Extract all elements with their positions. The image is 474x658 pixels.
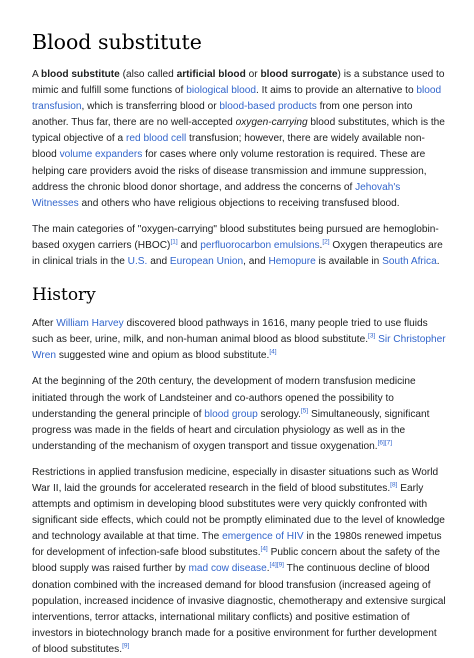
text: . — [436, 256, 440, 268]
text: serology. — [257, 408, 301, 420]
text: , which is transferring blood or — [81, 101, 220, 113]
citation-link[interactable]: [8] — [390, 481, 398, 489]
link-jehovahs-witnesses[interactable]: Jehovah's Witnesses — [32, 181, 401, 209]
text: Simultaneously, significant progress was made in the fields of heart and circulation physiology as well as in the understanding of the mechanism of oxygen transport and tissue oxygenation. — [32, 408, 430, 452]
citation-link[interactable]: [4] — [260, 545, 268, 553]
citation-link[interactable]: [6] — [377, 439, 385, 447]
text: and — [147, 256, 170, 268]
citation-link[interactable]: [4] — [269, 562, 277, 570]
link-european-union[interactable]: European Union — [169, 256, 244, 268]
text: in the 1980s renewed impetus for development of infection-safe blood substitutes. — [32, 531, 442, 559]
text: and others who have religious objections to receiving transfused blood. — [78, 197, 400, 209]
link-perfluorocarbon-emulsions[interactable]: perfluorocarbon emulsions — [200, 239, 320, 251]
history-paragraph-2 — [32, 374, 447, 454]
history-paragraph-1 — [32, 316, 447, 364]
section-heading-history: History — [32, 285, 96, 306]
italic-term: oxygen-carrying — [235, 117, 308, 129]
bold-term: blood surrogate — [260, 69, 338, 80]
intro-paragraph — [32, 67, 447, 212]
link-south-africa[interactable]: South Africa — [382, 256, 437, 268]
link-biological-blood[interactable]: biological blood — [186, 85, 256, 97]
text: or — [245, 69, 261, 80]
text: A — [32, 69, 42, 80]
text: Early attempts and optimism in developing blood substitutes were very quickly confronted with significant side effects, which could not be promptly eliminated due to the level of knowledge and technology available at that time. The — [32, 482, 445, 543]
link-volume-expanders[interactable]: volume expanders — [59, 149, 143, 161]
text: . — [266, 563, 270, 575]
text: suggested wine and opium as blood substitute. — [56, 350, 270, 362]
text: The main categories of "oxygen-carrying" blood substitutes being pursued are hemoglobin-based oxygen carriers (HBOC) — [32, 223, 439, 251]
text: blood substitutes, which is the typical objective of a — [32, 117, 445, 145]
citation-link[interactable]: [3] — [368, 332, 376, 340]
text: , and — [243, 256, 269, 268]
citation-link[interactable]: [9] — [276, 562, 284, 570]
bold-term: artificial blood — [176, 69, 246, 80]
text: Oxygen therapeutics are in clinical trials in the — [32, 239, 443, 268]
citation-link[interactable]: [4] — [269, 348, 277, 356]
text: for cases where only volume restoration is required. These are helping care providers avoid the risks of disease transmission and immune suppression, address the chronic blood donor shortage, and address the concerns of — [32, 149, 427, 193]
text: is available in — [315, 256, 383, 268]
link-blood-transfusion[interactable]: blood transfusion — [32, 85, 442, 113]
text: from one person into another. Thus far, there are no well-accepted — [32, 101, 413, 129]
link-mad-cow-disease[interactable]: mad cow disease — [188, 563, 267, 575]
text: . It aims to provide an alternative to — [256, 85, 417, 97]
text: Public concern about the safety of the blood supply was raised further by — [32, 547, 440, 575]
link-blood-based-products[interactable]: blood-based products — [219, 101, 317, 113]
text: . — [319, 239, 323, 251]
citation-link[interactable]: [5] — [300, 407, 309, 415]
text: The continuous decline of blood donation combined with the increased demand for blood transfusion (increased ageing of population, increased incidence of invasive diagnostic, chemotherapy and extensive surgical interventions, terror attacks, international military conflicts) and positive estimation of investors in biotechnology branch made for a positive environment for further development of blood substitutes. — [32, 563, 446, 655]
link-william-harvey[interactable]: William Harvey — [56, 318, 124, 330]
text: ) is a substance used to mimic and fulfill some functions of — [32, 69, 445, 97]
text: discovered blood pathways in 1616, many people tried to use fluids such as beer, urine, milk, and non-human animal blood as blood substitute. — [32, 318, 428, 346]
categories-paragraph — [32, 222, 447, 270]
text: After — [32, 318, 57, 330]
text: and — [177, 239, 201, 251]
text: At the beginning of the 20th century, the development of modern transfusion medicine initiated through the work of Landsteiner and co-authors opened the possibility to understanding the general principle of — [32, 376, 416, 420]
text: Restrictions in applied transfusion medicine, especially in disaster situations such as World War II, laid the grounds for accelerated research in the field of blood substitutes. — [32, 466, 439, 494]
link-christopher-wren[interactable]: Sir Christopher Wren — [32, 334, 446, 362]
citation-link[interactable]: [2] — [322, 238, 330, 246]
citation-link[interactable]: [1] — [170, 238, 178, 246]
link-us[interactable]: U.S. — [127, 256, 148, 268]
link-emergence-of-hiv[interactable]: emergence of HIV — [222, 531, 304, 543]
link-blood-group[interactable]: blood group — [204, 408, 258, 420]
text: transfusion; however, there are widely available non-blood — [32, 133, 425, 161]
bold-term: blood substitute — [41, 69, 120, 80]
citation-link[interactable]: [9] — [122, 642, 130, 650]
history-paragraph-3 — [32, 465, 447, 658]
citation-link[interactable]: [7] — [384, 439, 393, 447]
link-red-blood-cell[interactable]: red blood cell — [126, 133, 187, 145]
link-hemopure[interactable]: Hemopure — [268, 256, 316, 268]
page-title: Blood substitute — [32, 30, 202, 54]
text: (also called — [119, 69, 177, 80]
